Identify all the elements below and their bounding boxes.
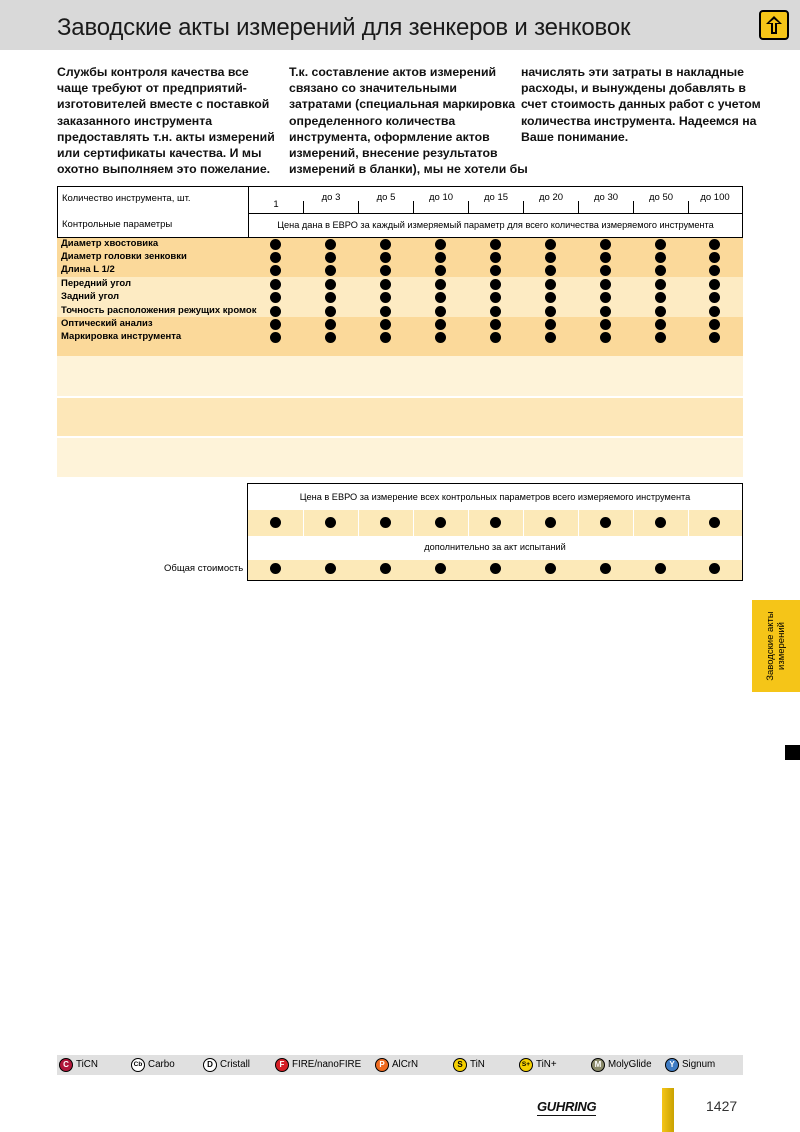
legend-label: TiN+ — [536, 1059, 557, 1070]
quantity-column-header: до 20 — [538, 192, 564, 203]
intro-line: изготовителей вместе с поставкой — [57, 97, 270, 112]
price-dot — [709, 332, 720, 343]
quantity-column-header: до 5 — [376, 192, 396, 203]
coating-badge-icon: Y — [665, 1058, 679, 1072]
price-dot — [270, 306, 281, 317]
price-dot — [490, 292, 501, 303]
total-price-dot — [545, 517, 556, 528]
total-price-dot — [435, 517, 446, 528]
price-dot — [600, 252, 611, 263]
price-dot — [709, 292, 720, 303]
intro-line: Службы контроля качества все — [57, 65, 249, 79]
totals-separator — [688, 510, 689, 536]
legend-label: Cristall — [220, 1059, 250, 1070]
totals-separator — [303, 510, 304, 536]
price-dot — [600, 306, 611, 317]
price-dot — [655, 265, 666, 276]
price-dot — [709, 306, 720, 317]
totals-separator — [468, 510, 469, 536]
coating-badge-icon: F — [275, 1058, 289, 1072]
coating-badge-icon: M — [591, 1058, 605, 1072]
intro-line: охотно выполняем это пожелание. — [57, 162, 271, 177]
legend-label: FIRE/nanoFIRE — [292, 1059, 362, 1070]
price-dot — [545, 292, 556, 303]
price-dot — [325, 319, 336, 330]
price-dot — [435, 306, 446, 317]
section-marker — [785, 745, 800, 760]
price-dot — [655, 306, 666, 317]
guhring-tool-icon — [759, 10, 789, 40]
price-note: Цена дана в ЕВРО за каждый измеряемый параметр для всего количества измеряемого инструмента — [277, 220, 714, 230]
price-dot — [380, 319, 391, 330]
coating-legend — [57, 1055, 743, 1075]
band-empty — [57, 356, 743, 396]
intro-column-3 — [521, 64, 761, 145]
quantity-tick — [578, 201, 579, 213]
parameter-label: Длина L 1/2 — [61, 264, 115, 275]
price-dot — [655, 252, 666, 263]
price-dot — [600, 265, 611, 276]
price-dot — [270, 332, 281, 343]
page-title: Заводские акты измерений для зенкеров и зенковок — [57, 14, 631, 41]
total-price-dot — [325, 563, 336, 574]
extra-label: дополнительно за акт испытаний — [424, 542, 566, 552]
price-dot — [270, 239, 281, 250]
quantity-tick — [413, 201, 414, 213]
intro-line: чаще требуют от предприятий- — [57, 81, 247, 96]
price-dot — [490, 332, 501, 343]
intro-line: начислять эти затраты в накладные — [521, 65, 744, 79]
quantity-label: Количество инструмента, шт. — [62, 193, 191, 204]
totals-separator — [633, 510, 634, 536]
price-dot — [435, 332, 446, 343]
quantity-tick — [303, 201, 304, 213]
price-dot — [325, 292, 336, 303]
intro-line: заказанного инструмента — [57, 113, 213, 128]
intro-line: расходы, и вынуждены добавлять в — [521, 81, 746, 96]
page-header — [0, 0, 800, 50]
coating-badge-icon: Cb — [131, 1058, 145, 1072]
price-dot — [435, 292, 446, 303]
price-table-header — [57, 186, 743, 238]
price-dot — [325, 239, 336, 250]
price-dot — [270, 252, 281, 263]
price-dot — [325, 332, 336, 343]
price-dot — [380, 292, 391, 303]
total-price-dot — [600, 517, 611, 528]
band-empty — [57, 438, 743, 477]
price-dot — [490, 252, 501, 263]
price-dot — [325, 252, 336, 263]
price-dot — [545, 265, 556, 276]
quantity-column-header: до 100 — [700, 192, 730, 203]
parameter-label: Диаметр хвостовика — [61, 238, 159, 249]
total-price-dot — [709, 563, 720, 574]
coating-badge-icon: P — [375, 1058, 389, 1072]
price-dot — [270, 319, 281, 330]
total-price-dot — [490, 563, 501, 574]
quantity-column-header: до 10 — [428, 192, 454, 203]
legend-label: TiCN — [76, 1059, 98, 1070]
price-dot — [490, 279, 501, 290]
quantity-column-header: до 30 — [593, 192, 619, 203]
params-label: Контрольные параметры — [62, 219, 173, 230]
price-dot — [380, 265, 391, 276]
total-price-dot — [709, 517, 720, 528]
price-dot — [709, 239, 720, 250]
parameter-label: Оптический анализ — [61, 318, 153, 329]
band-empty — [57, 398, 743, 436]
price-dot — [600, 239, 611, 250]
coating-badge-icon: D — [203, 1058, 217, 1072]
coating-badge-icon: S+ — [519, 1058, 533, 1072]
intro-line: инструмента, оформление актов — [289, 129, 490, 144]
price-dot — [270, 279, 281, 290]
price-dot — [435, 279, 446, 290]
price-dot — [655, 239, 666, 250]
total-price-dot — [655, 517, 666, 528]
quantity-tick — [523, 201, 524, 213]
price-dot — [655, 279, 666, 290]
intro-column-2 — [289, 64, 528, 177]
price-dot — [545, 306, 556, 317]
side-tab-label — [765, 611, 787, 680]
price-dot — [600, 279, 611, 290]
quantity-column-header: до 3 — [321, 192, 341, 203]
legend-label: AlCrN — [392, 1059, 419, 1070]
intro-line: определенного количества — [289, 113, 456, 128]
price-dot — [270, 292, 281, 303]
side-tab-line: измерений — [776, 622, 787, 670]
price-dot — [709, 279, 720, 290]
price-dot — [490, 306, 501, 317]
intro-column-1 — [57, 64, 275, 177]
guhring-logo: GUHRING — [537, 1099, 597, 1114]
intro-line: или сертификаты качества. И мы — [57, 146, 262, 161]
coating-badge-icon: C — [59, 1058, 73, 1072]
quantity-tick — [358, 201, 359, 213]
legend-label: Signum — [682, 1059, 716, 1070]
price-dot — [380, 332, 391, 343]
price-dot — [545, 319, 556, 330]
intro-line: связано со значительными — [289, 81, 457, 96]
legend-label: Carbo — [148, 1059, 175, 1070]
quantity-column-header: 1 — [273, 199, 279, 210]
parameter-label: Диаметр головки зенковки — [61, 251, 187, 262]
intro-line: Т.к. составление актов измерений — [289, 65, 497, 79]
price-dot — [435, 252, 446, 263]
intro-line: измерений, внесение результатов — [289, 146, 498, 161]
total-label: Общая стоимость — [164, 563, 244, 574]
legend-label: MolyGlide — [608, 1059, 652, 1070]
total-price-dot — [655, 563, 666, 574]
total-price-dot — [490, 517, 501, 528]
coating-badge-icon: S — [453, 1058, 467, 1072]
parameter-label: Передний угол — [61, 278, 132, 289]
price-dot — [325, 265, 336, 276]
intro-line: Ваше понимание. — [521, 129, 629, 144]
price-dot — [709, 252, 720, 263]
price-dot — [490, 265, 501, 276]
parameter-label: Маркировка инструмента — [61, 331, 182, 342]
price-dot — [545, 239, 556, 250]
side-tab-line: Заводские акты — [765, 611, 776, 681]
intro-line: счет стоимость данных работ с учетом — [521, 97, 761, 112]
page-number: 1427 — [706, 1098, 738, 1114]
total-price-dot — [325, 517, 336, 528]
price-dot — [380, 306, 391, 317]
total-price-dot — [380, 517, 391, 528]
parameter-label: Точность расположения режущих кромок — [61, 305, 257, 316]
footer-accent-bar — [662, 1088, 674, 1132]
price-dot — [600, 292, 611, 303]
total-price-dot — [600, 563, 611, 574]
totals-separator — [358, 510, 359, 536]
price-dot — [380, 279, 391, 290]
price-dot — [545, 279, 556, 290]
price-dot — [380, 239, 391, 250]
legend-label: TiN — [470, 1059, 485, 1070]
quantity-column-header: до 15 — [483, 192, 509, 203]
price-dot — [600, 332, 611, 343]
price-dot — [325, 306, 336, 317]
quantity-column-header: до 50 — [648, 192, 674, 203]
price-dot — [325, 279, 336, 290]
price-dot — [435, 239, 446, 250]
quantity-tick — [468, 201, 469, 213]
quantity-tick — [633, 201, 634, 213]
total-price-dot — [380, 563, 391, 574]
price-dot — [490, 319, 501, 330]
price-dot — [435, 265, 446, 276]
totals-separator — [523, 510, 524, 536]
price-dot — [709, 319, 720, 330]
intro-line: затратами (специальная маркировка — [289, 97, 516, 112]
total-price-dot — [545, 563, 556, 574]
price-dot — [655, 292, 666, 303]
section-side-tab[interactable] — [752, 600, 800, 692]
price-dot — [655, 332, 666, 343]
price-dot — [709, 265, 720, 276]
totals-title: Цена в ЕВРО за измерение всех контрольных параметров всего измеряемого инструмента — [299, 492, 691, 502]
price-dot — [380, 252, 391, 263]
intro-line: предоставлять т.н. акты измерений — [57, 129, 275, 144]
quantity-tick — [688, 201, 689, 213]
total-price-dot — [270, 563, 281, 574]
price-dot — [545, 332, 556, 343]
intro-line: измерений в бланки), мы не хотели бы — [289, 162, 528, 177]
price-dot — [270, 265, 281, 276]
price-dot — [545, 252, 556, 263]
row-divider — [248, 213, 742, 214]
total-price-dot — [435, 563, 446, 574]
price-dot — [490, 239, 501, 250]
intro-line: количества инструмента. Надеемся на — [521, 113, 757, 128]
price-dot — [600, 319, 611, 330]
parameter-label: Задний угол — [61, 291, 120, 302]
price-dot — [435, 319, 446, 330]
totals-separator — [413, 510, 414, 536]
total-price-dot — [270, 517, 281, 528]
price-dot — [655, 319, 666, 330]
totals-separator — [578, 510, 579, 536]
